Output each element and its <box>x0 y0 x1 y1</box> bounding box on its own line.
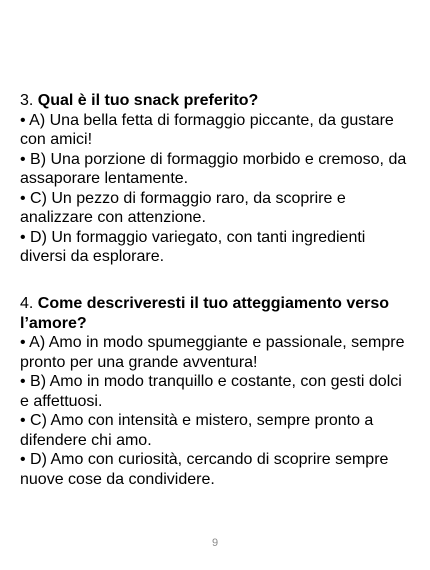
question-heading <box>20 294 415 333</box>
answer-option-b: • B) Una porzione di formaggio morbido e cremoso, da assaporare lentamente. <box>20 150 407 187</box>
question-4 <box>20 294 415 489</box>
question-text: Qual è il tuo snack preferito? <box>37 92 259 109</box>
question-number: 4. <box>20 295 34 312</box>
question-number: 3. <box>20 92 34 109</box>
answer-option-a: • A) Una bella fetta di formaggio piccante, da gustare con amici! <box>20 111 394 148</box>
answer-option-d: • D) Amo con curiosità, cercando di scoprire sempre nuove cose da condividere. <box>20 451 389 488</box>
question-3 <box>20 91 415 267</box>
answer-option-b: • B) Amo in modo tranquillo e costante, con gesti dolci e affettuosi. <box>20 373 402 410</box>
answer-option-a: • A) Amo in modo spumeggiante e passionale, sempre pronto per una grande avventura! <box>20 334 405 371</box>
question-text: Come descriveresti il tuo atteggiamento verso l’amore? <box>20 295 390 332</box>
answer-option-c: • C) Un pezzo di formaggio raro, da scoprire e analizzare con attenzione. <box>20 189 346 226</box>
answer-option-d: • D) Un formaggio variegato, con tanti ingredienti diversi da esplorare. <box>20 228 366 265</box>
question-heading <box>20 91 415 111</box>
answer-option-c: • C) Amo con intensità e mistero, sempre pronto a difendere chi amo. <box>20 412 374 449</box>
page-number: 9 <box>211 537 219 549</box>
